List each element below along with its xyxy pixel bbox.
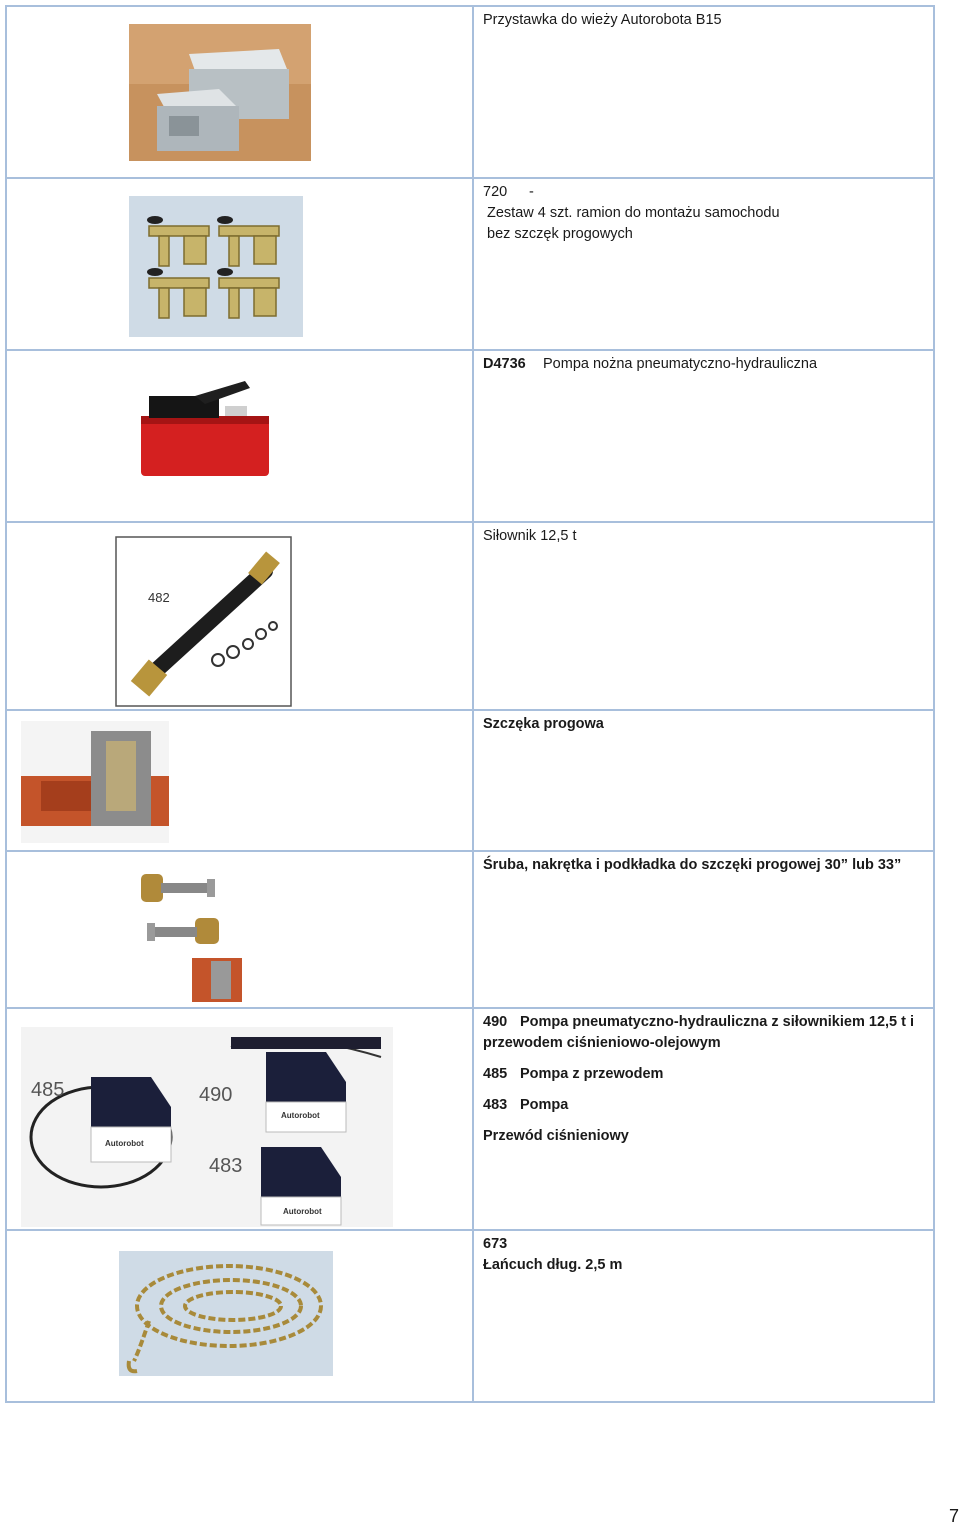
pump-set-photo xyxy=(21,1027,393,1227)
arms-set-photo xyxy=(129,196,303,337)
item-text: Pompa pneumatyczno-hydrauliczna z siłownikiem 12,5 t i przewodem ciśnieniowo-olejowym xyxy=(483,1014,915,1051)
pump-brand-label: Autorobot xyxy=(283,1207,322,1216)
product-code: 490 xyxy=(483,1014,508,1030)
table-row xyxy=(6,1008,934,1230)
item-hose: Przewód ciśnieniowy xyxy=(483,1128,629,1144)
description-cell xyxy=(473,350,934,522)
description-line: Łańcuch dług. 2,5 m xyxy=(483,1257,623,1273)
pump-brand-label: Autorobot xyxy=(105,1139,144,1148)
description-line xyxy=(483,182,925,203)
product-code: 485 xyxy=(483,1066,508,1082)
cylinder-photo xyxy=(115,536,292,707)
image-cell xyxy=(6,851,473,1008)
item-text: Pompa xyxy=(520,1097,569,1113)
description-cell xyxy=(473,1008,934,1230)
image-cell xyxy=(6,1008,473,1230)
table-row xyxy=(6,851,934,1008)
description-cell xyxy=(473,522,934,710)
description-cell xyxy=(473,1230,934,1402)
item-490 xyxy=(483,1012,925,1054)
item-485 xyxy=(483,1064,925,1085)
bolt-set-photo xyxy=(137,866,247,1002)
item-text: Pompa z przewodem xyxy=(520,1066,664,1082)
image-cell xyxy=(6,1230,473,1402)
chain-photo xyxy=(119,1251,333,1376)
product-code: D4736 xyxy=(483,356,526,372)
table-row xyxy=(6,6,934,178)
description-cell xyxy=(473,178,934,350)
description-line: Siłownik 12,5 t xyxy=(483,528,577,544)
description-text: Pompa nożna pneumatyczno-hydrauliczna xyxy=(543,356,818,372)
description-line: Szczęka progowa xyxy=(483,716,604,732)
table-row xyxy=(6,178,934,350)
description-cell xyxy=(473,710,934,851)
pump-code-label: 490 xyxy=(199,1084,233,1106)
table-row xyxy=(6,1230,934,1402)
tower-adapter-photo xyxy=(129,24,311,161)
code-dash: - xyxy=(529,184,534,200)
description-line: Śruba, nakrętka i podkładka do szczęki progowej 30” lub 33” xyxy=(483,857,902,873)
sill-clamp-photo xyxy=(21,721,169,843)
pump-brand-label: Autorobot xyxy=(281,1111,320,1120)
page-number: 7 xyxy=(948,1506,959,1526)
description-cell xyxy=(473,851,934,1008)
image-cell xyxy=(6,6,473,178)
foot-pump-photo xyxy=(135,376,273,483)
product-table xyxy=(5,5,935,1403)
item-483 xyxy=(483,1095,925,1116)
cylinder-code-label: 482 xyxy=(148,590,170,605)
table-row xyxy=(6,350,934,522)
image-cell xyxy=(6,350,473,522)
table-row xyxy=(6,522,934,710)
pump-code-label: 485 xyxy=(31,1079,65,1101)
table-row xyxy=(6,710,934,851)
description-line: Zestaw 4 szt. ramion do montażu samochodu xyxy=(487,205,780,221)
pump-code-label: 483 xyxy=(209,1155,243,1177)
product-code: 673 xyxy=(483,1236,508,1252)
image-cell xyxy=(6,710,473,851)
description-line: Przystawka do wieży Autorobota B15 xyxy=(483,12,722,28)
product-code: 483 xyxy=(483,1097,508,1113)
description-line xyxy=(483,354,925,375)
product-code: 720 xyxy=(483,184,508,200)
image-cell xyxy=(6,178,473,350)
image-cell xyxy=(6,522,473,710)
description-line: bez szczęk progowych xyxy=(487,226,633,242)
description-cell xyxy=(473,6,934,178)
